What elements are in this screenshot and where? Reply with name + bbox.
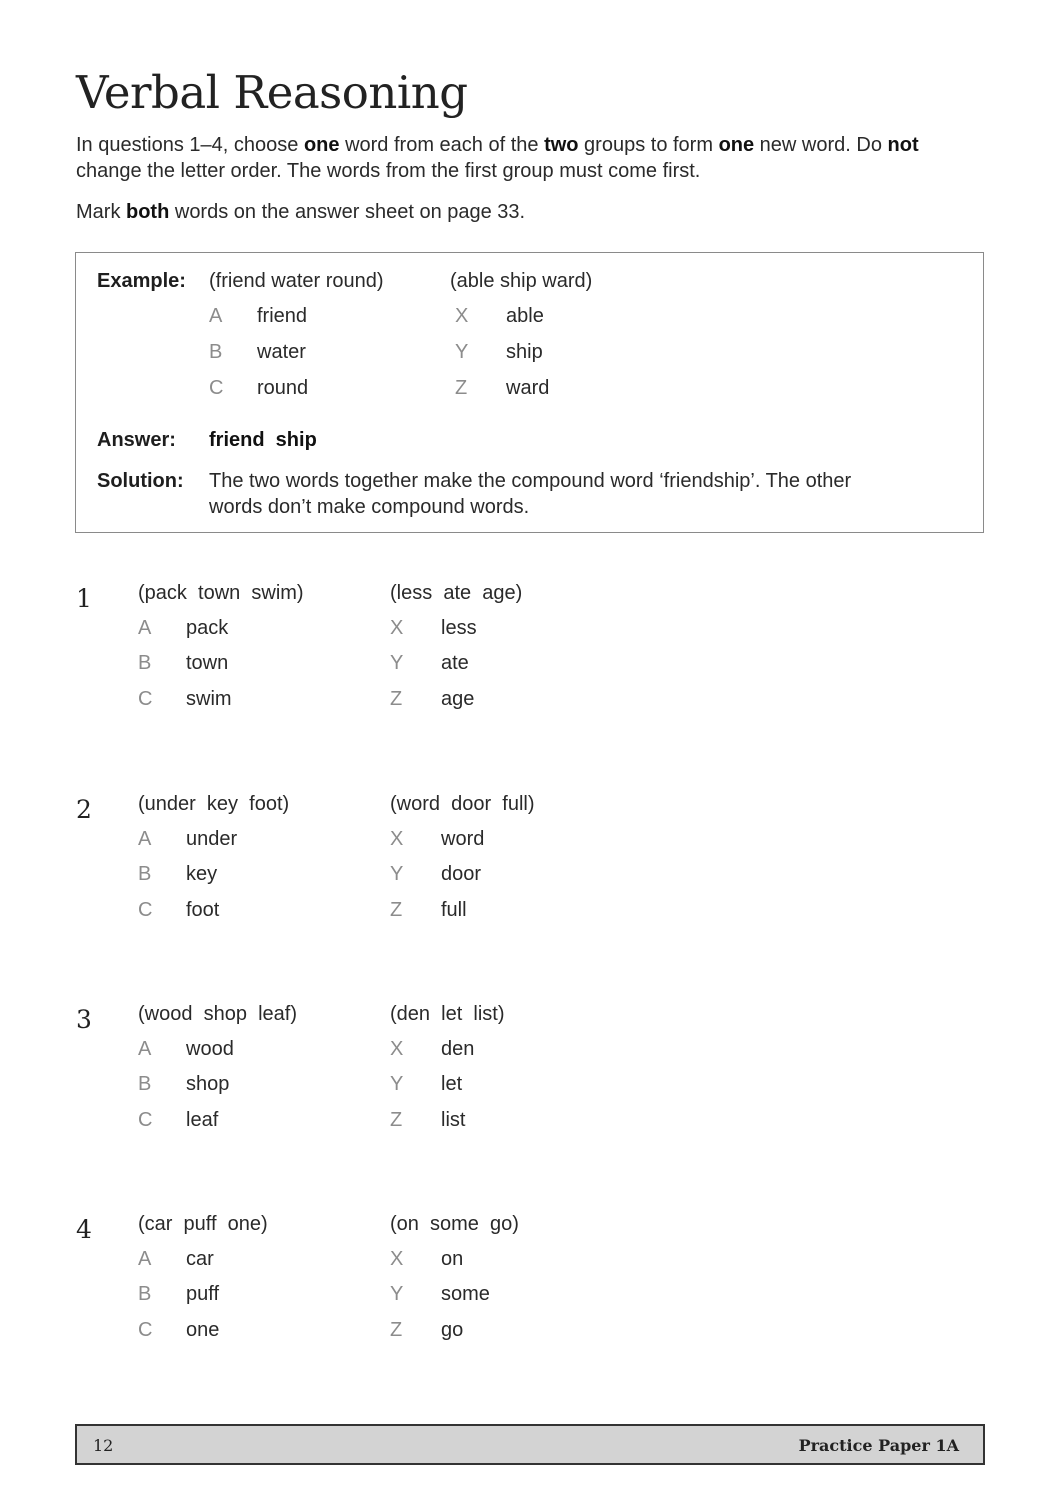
option-word[interactable]: under	[186, 828, 238, 850]
instruction-text: groups to form	[578, 134, 719, 156]
option-letter: A	[209, 305, 223, 327]
question-group2: (word door full)	[390, 793, 535, 815]
instruction-emphasis: not	[887, 134, 919, 156]
option-word[interactable]: wood	[186, 1038, 234, 1060]
instruction-emphasis: one	[303, 134, 340, 156]
solution-line: The two words together make the compound word ‘friendship’. The other	[209, 470, 852, 492]
option-letter[interactable]: Y	[390, 863, 404, 885]
option-word[interactable]: leaf	[186, 1109, 219, 1131]
solution-line: words don’t make compound words.	[209, 496, 530, 518]
option-word: friend	[257, 305, 308, 327]
question-group1: (pack town swim)	[138, 582, 304, 604]
example-box	[75, 252, 984, 533]
option-word[interactable]: let	[441, 1073, 463, 1095]
option-letter[interactable]: Y	[390, 1283, 404, 1305]
option-letter[interactable]: B	[138, 1283, 152, 1305]
option-letter[interactable]: Y	[390, 1073, 404, 1095]
option-letter[interactable]: B	[138, 652, 152, 674]
option-word[interactable]: word	[441, 828, 485, 850]
option-letter[interactable]: C	[138, 688, 153, 710]
option-word: able	[506, 305, 544, 327]
question-group1: (under key foot)	[138, 793, 290, 815]
option-letter[interactable]: B	[138, 863, 152, 885]
question-number: 2	[76, 795, 92, 824]
answer-sheet-instruction	[76, 199, 976, 225]
answer-label: Answer:	[97, 429, 176, 451]
option-letter[interactable]: X	[390, 1038, 404, 1060]
example-label: Example:	[97, 270, 186, 292]
option-word[interactable]: door	[441, 863, 482, 885]
option-letter[interactable]: A	[138, 1038, 152, 1060]
question-3	[0, 1003, 1061, 1163]
option-letter[interactable]: C	[138, 1109, 153, 1131]
option-word[interactable]: go	[441, 1319, 464, 1341]
option-word[interactable]: on	[441, 1248, 464, 1270]
option-word: ship	[506, 341, 543, 363]
option-letter[interactable]: X	[390, 617, 404, 639]
option-letter: B	[209, 341, 223, 363]
question-group1: (car puff one)	[138, 1213, 268, 1235]
instruction-text: change the letter order. The words from the first group must come first.	[76, 160, 701, 182]
option-letter[interactable]: A	[138, 1248, 152, 1270]
question-group1: (wood shop leaf)	[138, 1003, 297, 1025]
instruction-paragraph	[76, 132, 976, 184]
option-word[interactable]: one	[186, 1319, 220, 1341]
instruction-emphasis: one	[718, 134, 755, 156]
question-1	[0, 582, 1061, 742]
option-word[interactable]: age	[441, 688, 475, 710]
option-word[interactable]: car	[186, 1248, 214, 1270]
solution-label: Solution:	[97, 470, 184, 492]
option-letter: Z	[455, 377, 468, 399]
option-word: ward	[506, 377, 550, 399]
option-word[interactable]: list	[441, 1109, 466, 1131]
option-word[interactable]: ate	[441, 652, 469, 674]
instruction-text: In questions 1–4, choose	[76, 134, 304, 156]
question-number: 3	[76, 1005, 92, 1034]
option-word[interactable]: swim	[186, 688, 232, 710]
option-word[interactable]: key	[186, 863, 218, 885]
option-letter[interactable]: Z	[390, 688, 403, 710]
page-title: Verbal Reasoning	[76, 66, 468, 119]
option-letter: Y	[455, 341, 469, 363]
instruction-emphasis: two	[544, 134, 579, 156]
question-number: 4	[76, 1215, 92, 1244]
option-word[interactable]: den	[441, 1038, 475, 1060]
option-letter: C	[209, 377, 224, 399]
instruction-text: words on the answer sheet on page 33.	[169, 201, 526, 223]
example-group2: (able ship ward)	[450, 270, 593, 292]
option-letter[interactable]: Z	[390, 1109, 403, 1131]
option-word: round	[257, 377, 309, 399]
option-word[interactable]: foot	[186, 899, 220, 921]
page-number: 12	[93, 1436, 114, 1455]
answer-value: friend ship	[209, 429, 317, 451]
option-letter[interactable]: C	[138, 899, 153, 921]
option-word[interactable]: shop	[186, 1073, 230, 1095]
option-letter[interactable]: Z	[390, 899, 403, 921]
option-word[interactable]: pack	[186, 617, 229, 639]
option-word[interactable]: town	[186, 652, 229, 674]
option-letter[interactable]: X	[390, 1248, 404, 1270]
question-number: 1	[76, 584, 92, 613]
instructions	[76, 132, 976, 225]
question-4	[0, 1213, 1061, 1373]
instruction-text: new word. Do	[754, 134, 888, 156]
question-2	[0, 793, 1061, 953]
example-group1: (friend water round)	[209, 270, 384, 292]
option-letter[interactable]: A	[138, 617, 152, 639]
option-letter[interactable]: X	[390, 828, 404, 850]
instruction-text: word from each of the	[339, 134, 545, 156]
instruction-text: Mark	[76, 201, 126, 223]
option-letter: X	[455, 305, 469, 327]
option-word: water	[257, 341, 306, 363]
option-word[interactable]: full	[441, 899, 467, 921]
option-letter[interactable]: C	[138, 1319, 153, 1341]
question-group2: (less ate age)	[390, 582, 523, 604]
paper-name: Practice Paper 1A	[798, 1436, 959, 1455]
option-word[interactable]: puff	[186, 1283, 219, 1305]
question-group2: (den let list)	[390, 1003, 505, 1025]
option-word[interactable]: some	[441, 1283, 490, 1305]
option-letter[interactable]: Z	[390, 1319, 403, 1341]
option-letter[interactable]: A	[138, 828, 152, 850]
instruction-emphasis: both	[126, 201, 170, 223]
page-footer	[75, 1424, 985, 1465]
option-word[interactable]: less	[441, 617, 477, 639]
question-group2: (on some go)	[390, 1213, 519, 1235]
option-letter[interactable]: Y	[390, 652, 404, 674]
option-letter[interactable]: B	[138, 1073, 152, 1095]
